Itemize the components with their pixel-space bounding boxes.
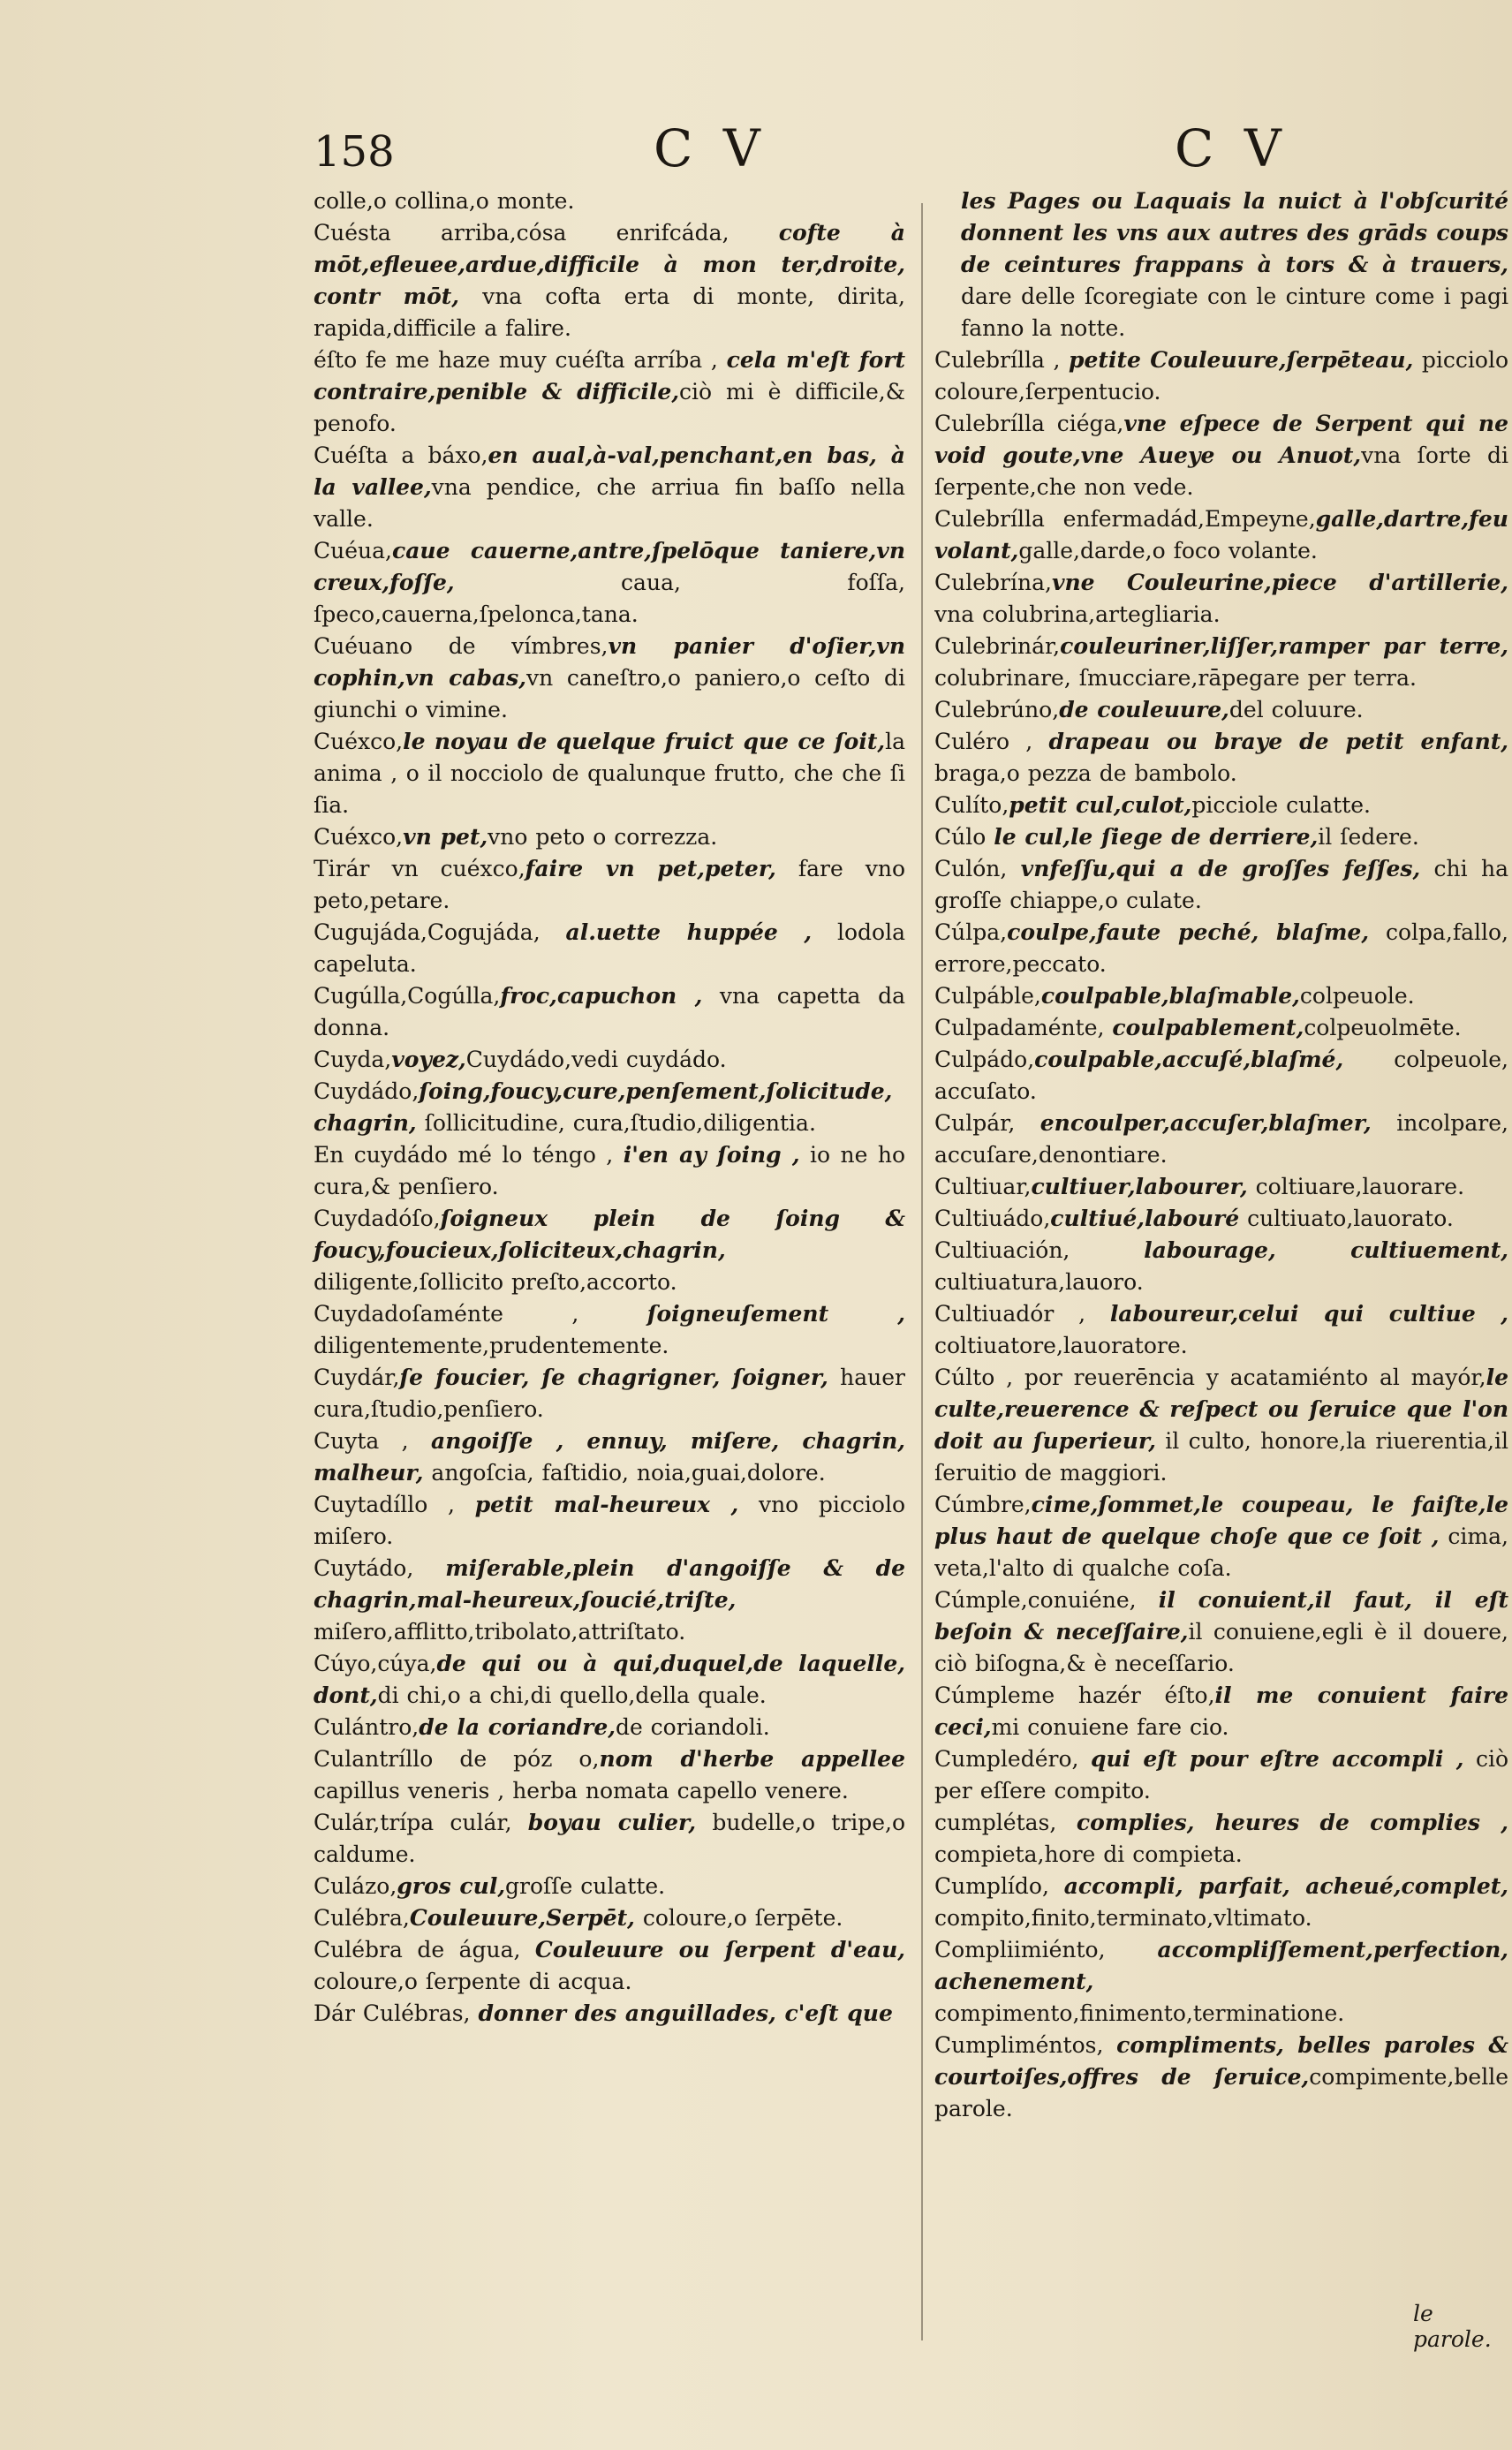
entry-headword: Culón, [934, 856, 1021, 881]
entry-italian: vn caneſtro,o paniero,o ceſto di giunchi o vimine. [314, 665, 906, 722]
entry-italian: coloure,o ſerpēte. [634, 1905, 843, 1931]
entry-headword: Culpadaménte, [934, 1015, 1113, 1040]
entry-headword: Cúmbre, [934, 1492, 1032, 1517]
entry-french: il conuient,il faut, il eſt beſoin & neceſſaire, [934, 1587, 1508, 1645]
entry-headword: Cumpledéro, [934, 1746, 1091, 1772]
entry-headword: En cuydádo mé lo téngo , [314, 1142, 624, 1168]
entry-italian: compieta,hore di compieta. [934, 1841, 1243, 1867]
dictionary-entry [314, 1648, 905, 1712]
entry-italian: compimente,belle parole. [934, 2064, 1508, 2121]
dictionary-entry [314, 1076, 905, 1139]
entry-italian: groſſe culatte. [505, 1873, 666, 1899]
entry-italian: vna pendice, che arriua fin baſſo nella valle. [314, 474, 905, 532]
dictionary-entry [934, 1489, 1508, 1584]
dictionary-entry [314, 1139, 905, 1203]
entry-french: al.uette huppée , [565, 919, 813, 945]
entry-french: caue cauerne,antre,ſpelōque taniere,vn creux,foſſe, [314, 538, 905, 595]
entry-italian: diligentemente,prudentemente. [314, 1333, 669, 1358]
entry-italian: miſero,afflitto,tribolato,attriſtato. [314, 1619, 686, 1645]
entry-italian: coltiuare,lauorare. [1247, 1174, 1465, 1199]
entry-headword: cumplétas, [934, 1810, 1077, 1835]
entry-french: vnfeſſu,qui a de groſſes feſſes, [1020, 856, 1421, 881]
entry-italian: la anima , o il nocciolo de qualunque frutto, che che ſi ſia. [314, 729, 905, 818]
entry-italian: chi ha groſſe chiappe,o culate. [934, 856, 1508, 913]
entry-french: accompli, parfait, acheué,complet, [1063, 1873, 1508, 1899]
entry-italian: diligente,ſollicito preſto,accorto. [314, 1269, 677, 1295]
dictionary-entry [934, 1743, 1508, 1807]
entry-french: cofte à mōt,efleuee,ardue,difficile à mon ter,droite, contr mōt, [314, 220, 905, 309]
dictionary-entry [934, 1012, 1508, 1044]
entry-headword: Cuydadóſo, [314, 1206, 441, 1231]
entry-italian: coltiuatore,lauoratore. [934, 1333, 1188, 1358]
entry-headword: Cúyo,cúya, [314, 1651, 437, 1676]
dictionary-entry [314, 1712, 905, 1743]
entry-headword: Cúmple,conuiéne, [934, 1587, 1159, 1613]
entry-italian: dare delle ſcoregiate con le cinture come i pagi fanno la notte. [961, 284, 1508, 341]
dictionary-entry [314, 1298, 905, 1362]
entry-french: accompliſſement,perfection, achenement, [934, 1937, 1508, 1994]
entry-italian: compito,finito,terminato,vltimato. [934, 1905, 1312, 1931]
entry-french: angoiſſe , ennuy, miſere, chagrin, malheur, [314, 1428, 905, 1486]
entry-italian: il ſedere. [1318, 824, 1419, 850]
entry-headword: Culantríllo de póz o, [314, 1746, 600, 1772]
dictionary-entry [314, 917, 905, 980]
entry-headword: éſto fe me haze muy cuéſta arríba , [314, 347, 727, 373]
entry-headword: Cuydadoſaménte , [314, 1301, 647, 1327]
entry-french: coulpablement, [1112, 1015, 1304, 1040]
entry-headword: Culébra de água, [314, 1937, 535, 1962]
dictionary-entry [314, 344, 905, 440]
entry-french: petit mal-heureux , [474, 1492, 739, 1517]
dictionary-entry [314, 1743, 905, 1807]
dictionary-entry [314, 821, 905, 853]
dictionary-entry [314, 1425, 905, 1489]
running-head-left: C V [654, 118, 767, 178]
entry-french: faire vn pet,peter, [525, 856, 776, 881]
entry-headword: Culebrúno, [934, 697, 1060, 722]
entry-french: nom d'herbe appellee [599, 1746, 905, 1772]
entry-headword: Compliimiénto, [934, 1937, 1158, 1962]
entry-headword: Culebrílla ciéga, [934, 411, 1124, 436]
dictionary-entry [314, 1998, 905, 2030]
entry-italian: colpeuolmēte. [1304, 1015, 1462, 1040]
entry-headword: Cumpliméntos, [934, 2032, 1117, 2058]
entry-italian: vna ſorte di ſerpente,che non vede. [934, 442, 1508, 500]
dictionary-entry [314, 631, 905, 726]
running-head-right: C V [1175, 118, 1289, 178]
entry-italian: vna colubrina,artegliaria. [934, 601, 1221, 627]
entry-headword: Culpár, [934, 1110, 1040, 1136]
entry-headword: Culpáble, [934, 983, 1041, 1009]
dictionary-entry [934, 790, 1508, 821]
entry-french: laboureur,celui qui cultiue , [1109, 1301, 1508, 1327]
dictionary-entry [314, 185, 905, 217]
entry-italian: angoſcia, faſtidio, noia,guai,dolore. [423, 1460, 826, 1486]
entry-french: gros cul, [397, 1873, 506, 1899]
dictionary-entry [314, 1362, 905, 1425]
entry-headword: Cuésta arriba,cósa enrifcáda, [314, 220, 779, 246]
entry-italian: ciò mi è difficile,& penofo. [314, 379, 905, 436]
entry-headword: Cuéxco, [314, 729, 404, 754]
dictionary-entry [934, 1584, 1508, 1680]
entry-french: galle,dartre,feu volant, [934, 506, 1508, 563]
entry-headword: Cumplído, [934, 1873, 1064, 1899]
entry-french: vn pet, [403, 824, 488, 850]
entry-headword: Cultiuadór , [934, 1301, 1110, 1327]
entry-french: coulpable,accuſé,blaſmé, [1034, 1047, 1344, 1072]
entry-headword: Cuéxco, [314, 824, 404, 850]
dictionary-entry [934, 1871, 1508, 1934]
entry-headword: Cuydádo, [314, 1078, 420, 1104]
dictionary-entry [934, 1171, 1508, 1203]
entry-french: coulpe,faute peché, blaſme, [1007, 919, 1370, 945]
entry-headword: Culpádo, [934, 1047, 1035, 1072]
entry-italian: cima, veta,l'alto di qualche coſa. [934, 1524, 1508, 1581]
catchword: le parole. [1413, 2301, 1492, 2352]
entry-italian: lodola capeluta. [314, 919, 906, 977]
entry-headword: Cuyta , [314, 1428, 432, 1454]
entry-italian: picciole culatte. [1191, 792, 1371, 818]
dictionary-entry [314, 1203, 905, 1298]
entry-french: voyez, [391, 1047, 466, 1072]
page-number: 158 [314, 127, 395, 177]
dictionary-entry [934, 694, 1508, 726]
entry-french: labourage, cultiuement, [1144, 1237, 1508, 1263]
entry-french: de couleuure, [1059, 697, 1229, 722]
dictionary-entry [314, 440, 905, 535]
entry-french: de qui ou à qui,duquel,de laquelle, dont, [314, 1651, 905, 1708]
dictionary-entry [314, 726, 905, 821]
entry-headword: Culebrinár, [934, 633, 1061, 659]
entry-french: le noyau de quelque fruict que ce ſoit, [403, 729, 886, 754]
entry-italian: cultiuatura,lauoro. [934, 1269, 1144, 1295]
dictionary-entry [314, 980, 905, 1044]
dictionary-entry [934, 2030, 1508, 2125]
column-divider [921, 203, 923, 2340]
entry-french: les Pages ou Laquais la nuict à l'obſcurité donnent les vns aux autres des grāds coups de ceintures frappans à tors & à trauers, [961, 188, 1508, 277]
dictionary-entry [314, 1489, 905, 1553]
entry-headword: Cuéuano de vímbres, [314, 633, 609, 659]
dictionary-entry [934, 1934, 1508, 2030]
entry-italian: braga,o pezza de bambolo. [934, 760, 1237, 786]
entry-french: encoulper,accuſer,blaſmer, [1040, 1110, 1372, 1136]
entry-french: complies, heures de complies , [1076, 1810, 1508, 1835]
entry-italian: di chi,o a chi,di quello,della quale. [377, 1682, 767, 1708]
entry-french: miſerable,plein d'angoiſſe & de chagrin,mal-heureux,ſoucié,triſte, [314, 1555, 905, 1613]
dictionary-entry [314, 535, 905, 631]
dictionary-entry [314, 853, 905, 917]
dictionary-entry [314, 1871, 905, 1902]
entry-french: i'en ay ſoing , [623, 1142, 800, 1168]
entry-italian: Cuydádo,vedi cuydádo. [465, 1047, 727, 1072]
dictionary-entry [934, 1044, 1508, 1108]
entry-french: ſoing,foucy,cure,penſement,ſolicitude, chagrin, [314, 1078, 893, 1136]
entry-headword: Culebrílla enfermadád,Empeyne, [934, 506, 1316, 532]
entry-italian: il conuiene,egli è il douere, ciò biſogna,& è neceſſario. [934, 1619, 1508, 1676]
entry-french: cultiué,labouré [1050, 1206, 1240, 1231]
entry-italian: incolpare, accuſare,denontiare. [934, 1110, 1508, 1168]
entry-headword: Cuéſta a báxo, [314, 442, 488, 468]
entry-headword: Cúlpa, [934, 919, 1008, 945]
entry-french: froc,capuchon , [500, 983, 703, 1009]
entry-italian: de coriandoli. [615, 1714, 770, 1740]
entry-french: vne Couleurine,piece d'artillerie, [1051, 570, 1508, 595]
entry-french: ſoigneux plein de ſoing & foucy,foucieux,ſoliciteux,chagrin, [314, 1206, 905, 1263]
entry-headword: Culébra, [314, 1905, 410, 1931]
dictionary-entry [934, 1807, 1508, 1871]
dictionary-entry [934, 1362, 1508, 1489]
entry-french: Couleuure ou ſerpent d'eau, [534, 1937, 905, 1962]
entry-french: donner des anguillades, c'eſt que [478, 2000, 893, 2026]
entry-headword: Cúlo [934, 824, 994, 850]
entry-headword: Cultiuádo, [934, 1206, 1051, 1231]
entry-french: ſe foucier, ſe chagrigner, ſoigner, [399, 1365, 828, 1390]
page-header [0, 115, 1512, 185]
entry-french: qui eſt pour eſtre accompli , [1091, 1746, 1464, 1772]
entry-french: coulpable,blaſmable, [1040, 983, 1300, 1009]
entry-italian: colubrinare, ſmucciare,rāpegare per terra. [934, 665, 1417, 691]
entry-italian: vna capetta da donna. [314, 983, 905, 1040]
dictionary-entry [314, 1044, 905, 1076]
entry-french: cultiuer,labourer, [1031, 1174, 1248, 1199]
entry-headword: Culebrílla , [934, 347, 1070, 373]
entry-french: de la coriandre, [419, 1714, 616, 1740]
entry-italian: colpeuole, accuſato. [934, 1047, 1508, 1104]
entry-headword: Culéro , [934, 729, 1049, 754]
entry-headword: Cúmpleme hazér éſto, [934, 1682, 1215, 1708]
entry-french: le culte,reuerence & reſpect ou ſeruice que l'on doit au ſuperieur, [934, 1365, 1508, 1454]
entry-headword: Cuyda, [314, 1047, 392, 1072]
entry-french: en aual,à-val,penchant,en bas, à la vallee, [314, 442, 905, 500]
dictionary-entry [934, 821, 1508, 853]
entry-italian: ſollicitudine, cura,ſtudio,diligentia. [416, 1110, 816, 1136]
entry-italian: vno picciolo miſero. [314, 1492, 906, 1549]
dictionary-entry [934, 1235, 1508, 1298]
dictionary-entry [314, 217, 905, 344]
entry-italian: galle,darde,o foco volante. [1018, 538, 1318, 563]
dictionary-entry [934, 917, 1508, 980]
entry-headword: Culázo, [314, 1873, 397, 1899]
entry-italian: compimento,finimento,terminatione. [934, 2000, 1345, 2026]
entry-italian: fare vno peto,petare. [314, 856, 906, 913]
entry-french: petite Couleuure,ſerpēteau, [1069, 347, 1414, 373]
entry-headword: Culántro, [314, 1714, 420, 1740]
entry-italian: picciolo coloure,ſerpentucio. [934, 347, 1508, 405]
entry-french: vne eſpece de Serpent qui ne void goute,vne Aueye ou Anuot, [934, 411, 1508, 468]
entry-italian: ciò per eſſere compito. [934, 1746, 1508, 1803]
entry-french: couleuriner,liſſer,ramper par terre, [1060, 633, 1508, 659]
dictionary-entry [314, 1902, 905, 1934]
entry-italian: io ne ho cura,& penſiero. [314, 1142, 906, 1199]
entry-italian: budelle,o tripe,o caldume. [314, 1810, 906, 1867]
entry-french: le cul,le ſiege de derriere, [994, 824, 1319, 850]
dictionary-entry [934, 853, 1508, 917]
entry-italian: colpa,fallo, errore,peccato. [934, 919, 1508, 977]
entry-headword: Cugúlla,Cogúlla, [314, 983, 501, 1009]
entry-french: petit cul,culot, [1009, 792, 1192, 818]
dictionary-entry [934, 726, 1508, 790]
dictionary-entry [314, 1553, 905, 1648]
entry-headword: Cuydár, [314, 1365, 400, 1390]
entry-french: cela m'eſt fort contraire,penible & difficile, [314, 347, 905, 405]
dictionary-entry [934, 185, 1508, 344]
dictionary-entry [934, 631, 1508, 694]
entry-italian: del coluure. [1228, 697, 1364, 722]
entry-italian: mi conuiene fare cio. [991, 1714, 1229, 1740]
entry-headword: Culár,trípa culár, [314, 1810, 528, 1835]
entry-headword: Dár Culébras, [314, 2000, 479, 2026]
dictionary-entry [934, 1203, 1508, 1235]
entry-italian: cultiuato,lauorato. [1239, 1206, 1454, 1231]
entry-headword: Cúlto , por reuerēncia y acatamiénto al mayór, [934, 1365, 1486, 1390]
entry-italian: caua, foſſa, ſpeco,cauerna,ſpelonca,tana. [314, 570, 905, 627]
entry-headword: Cuytádo, [314, 1555, 446, 1581]
entry-french: Couleuure,Serpēt, [409, 1905, 635, 1931]
entry-italian: vno peto o correzza. [488, 824, 718, 850]
entry-french: cime,ſommet,le coupeau, le faiſte,le plus haut de quelque choſe que ce ſoit , [934, 1492, 1508, 1549]
right-column [934, 185, 1508, 2125]
dictionary-entry [934, 1680, 1508, 1743]
entry-headword: Tirár vn cuéxco, [314, 856, 525, 881]
entry-italian: capillus veneris , herba nomata capello venere. [314, 1778, 849, 1803]
entry-french: vn panier d'oſier,vn cophin,vn cabas, [314, 633, 905, 691]
dictionary-entry [934, 503, 1508, 567]
entry-headword: Cugujáda,Cogujáda, [314, 919, 566, 945]
entry-french: compliments, belles paroles & courtoiſes,offres de ſeruice, [934, 2032, 1508, 2090]
entry-headword: Culebrína, [934, 570, 1052, 595]
dictionary-entry [934, 1298, 1508, 1362]
entry-headword: Cuytadíllo , [314, 1492, 475, 1517]
entry-italian: coloure,o ſerpente di acqua. [314, 1969, 632, 1994]
dictionary-entry [934, 408, 1508, 503]
left-column [314, 185, 905, 2030]
entry-italian: il culto, honore,la riuerentia,il ſeruitio de maggiori. [934, 1428, 1508, 1486]
dictionary-entry [934, 980, 1508, 1012]
entry-french: il me conuient faire ceci, [934, 1682, 1508, 1740]
entry-italian: vna cofta erta di monte, dirita, rapida,difficile a falire. [314, 284, 905, 341]
entry-headword: Culíto, [934, 792, 1009, 818]
entry-headword: Cultiuación, [934, 1237, 1145, 1263]
dictionary-entry [934, 344, 1508, 408]
entry-italian: colpeuole. [1299, 983, 1415, 1009]
entry-headword: colle,o collina,o monte. [314, 188, 575, 214]
dictionary-entry [314, 1934, 905, 1998]
entry-french: drapeau ou braye de petit enfant, [1048, 729, 1508, 754]
entry-headword: Cultiuar, [934, 1174, 1032, 1199]
entry-french: boyau culier, [527, 1810, 697, 1835]
dictionary-entry [934, 1108, 1508, 1171]
dictionary-entry [934, 567, 1508, 631]
entry-headword: Cuéua, [314, 538, 392, 563]
entry-french: ſoigneuſement , [646, 1301, 905, 1327]
entry-italian: hauer cura,ſtudio,penſiero. [314, 1365, 905, 1422]
dictionary-entry [314, 1807, 905, 1871]
